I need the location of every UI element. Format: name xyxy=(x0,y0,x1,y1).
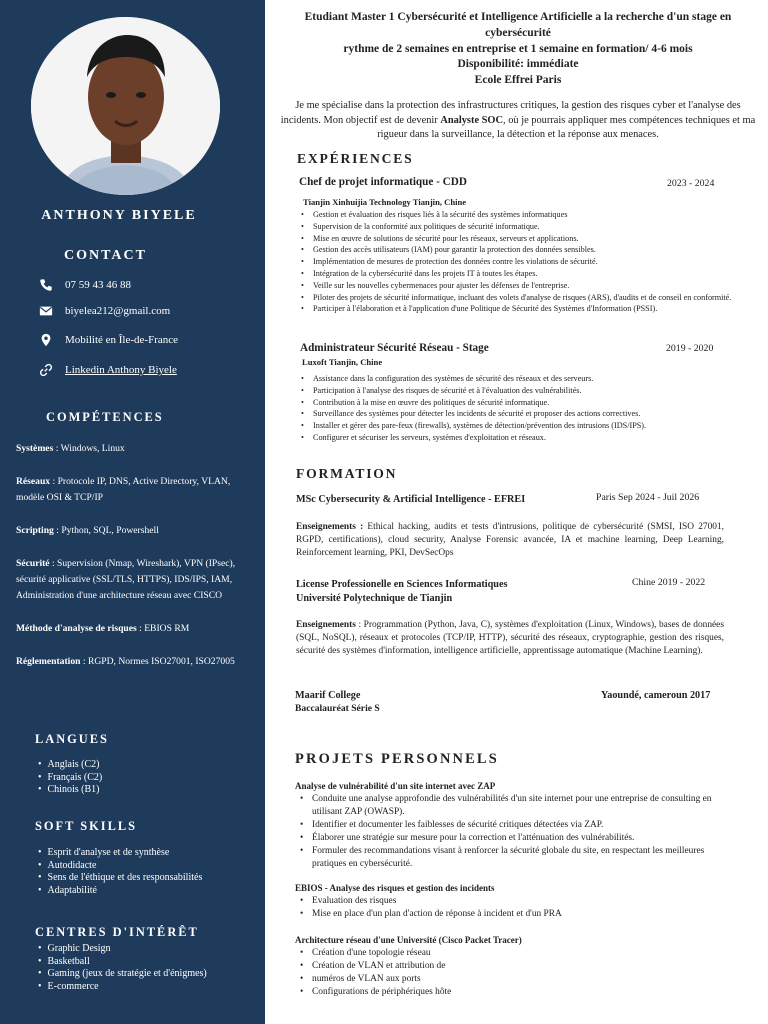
profile-photo-illustration xyxy=(31,17,220,195)
skills-list xyxy=(16,441,256,687)
job-bullets xyxy=(301,209,739,315)
education-courses xyxy=(296,619,724,657)
phone-icon xyxy=(38,277,54,293)
job-bullet: • Implémentation de mesures de protection des données contre les violations de sécurité. xyxy=(301,256,739,268)
profile-summary xyxy=(279,99,757,143)
job-company: Tianjin Xinhuijia Technology Tianjin, Chine xyxy=(303,197,467,207)
experience-heading: EXPÉRIENCES xyxy=(297,151,414,166)
skill-item xyxy=(16,556,256,604)
languages-list xyxy=(38,759,102,797)
skill-item xyxy=(16,654,256,670)
header-school: Ecole Effrei Paris xyxy=(474,74,562,87)
skill-value: : Windows, Linux xyxy=(53,443,125,454)
project-bullet: • Élaborer une stratégie sur mesure pour la correction et l'atténuation des vulnérabilités. xyxy=(295,832,725,845)
education-diploma: Baccalauréat Série S xyxy=(295,703,380,714)
interest-item: • Basketball xyxy=(38,956,207,969)
skill-label: Méthode d'analyse de risques xyxy=(16,623,137,634)
header-availability: Disponibilité: immédiate xyxy=(457,58,579,71)
soft-skill-item: • Esprit d'analyse et de synthèse xyxy=(38,847,202,860)
job-bullet: • Gestion des accès utilisateurs (IAM) pour garantir la protection des données sensibles. xyxy=(301,244,739,256)
job-bullet: • Gestion et évaluation des risques liés à la sécurité des systèmes informatiques xyxy=(301,209,739,221)
linkedin-link[interactable]: Linkedin Anthony Biyele xyxy=(65,364,177,376)
contact-email xyxy=(38,303,170,319)
projects-heading: PROJETS PERSONNELS xyxy=(295,751,499,767)
skill-label: Systèmes xyxy=(16,443,54,454)
project-bullet: • Configurations de périphériques hôte xyxy=(295,986,725,999)
sidebar xyxy=(0,0,265,1024)
project-bullet: • Création d'une topologie réseau xyxy=(295,947,725,960)
main-content xyxy=(265,0,768,1024)
job-bullet: • Piloter des projets de sécurité informatique, incluant des volets d'analyse de risques (ARS), d'audits et de conseil en conformité. xyxy=(301,292,739,304)
skill-label: Réglementation xyxy=(16,656,81,667)
courses-label: Enseignements xyxy=(296,620,356,630)
soft-skills-heading: SOFT SKILLS xyxy=(35,819,138,833)
job-bullet: • Supervision de la conformité aux politiques de sécurité informatique. xyxy=(301,221,739,233)
interest-item: • Graphic Design xyxy=(38,943,207,956)
summary-text: Je me spécialise dans la protection des infrastructures critiques, la gestion des risques cyber et l'analyse des incidents. Mon objectif est de devenir xyxy=(280,100,741,126)
project-bullet: • Evaluation des risques xyxy=(295,895,725,908)
language-item: • Anglais (C2) xyxy=(38,759,102,772)
contact-location xyxy=(38,332,178,348)
skill-item xyxy=(16,523,256,539)
project-bullet: • Mise en place d'un plan d'action de réponse à incident et d'un PRA xyxy=(295,908,725,921)
education-dates: Yaoundé, cameroun 2017 xyxy=(601,690,711,701)
summary-highlight: Analyste SOC xyxy=(440,114,504,126)
job-bullet: • Participation à l'analyse des risques de sécurité et à l'évaluation des vulnérabilités. xyxy=(301,385,714,397)
interests-list xyxy=(38,943,207,993)
project-bullet: • numéros de VLAN aux ports xyxy=(295,973,725,986)
link-icon xyxy=(38,362,54,378)
courses-text: Ethical hacking, audits et tests d'intrusions, politique de cybersécurité (SMSI, ISO 27001, RGPD, certifications), cloud security, Analyse Forensic avancée, IA et machine learning, Deep Learning, Reinforcement learning, PKI, DevSecOps xyxy=(296,522,724,558)
courses-label: Enseignements : xyxy=(296,522,364,532)
education-dates: Chine 2019 - 2022 xyxy=(632,577,706,588)
job-company: Luxoft Tianjin, Chine xyxy=(302,357,383,367)
interests-heading: CENTRES D'INTÉRÊT xyxy=(35,925,199,939)
project-bullets xyxy=(295,793,725,871)
header-rhythm: rythme de 2 semaines en entreprise et 1 semaine en formation/ 4-6 mois xyxy=(343,42,693,55)
language-item: • Chinois (B1) xyxy=(38,784,102,797)
soft-skill-item: • Adaptabilité xyxy=(38,885,202,898)
project-bullet: • Formuler des recommandations visant à renforcer la sécurité globale du site, en respectant les meilleures pratiques en cybersécurité. xyxy=(295,845,725,871)
skill-value: : Supervision (Nmap, Wireshark), VPN (IPsec), sécurité applicative (SSL/TLS, HTTPS), IDS/IPS, IAM, Administration d'une architecture réseau avec CISCO xyxy=(16,558,236,601)
project-title: Analyse de vulnérabilité d'un site internet avec ZAP xyxy=(295,781,496,791)
job-bullet: • Assistance dans la configuration des systèmes de sécurité des réseaux et des serveurs. xyxy=(301,373,714,385)
header-objective: Etudiant Master 1 Cybersécurité et Intelligence Artificielle a la recherche d'un stage en cybersécurité xyxy=(304,11,732,39)
job-bullet: • Configurer et sécuriser les serveurs, systèmes d'exploitation et réseaux. xyxy=(301,432,714,444)
soft-skills-list xyxy=(38,847,202,897)
skill-item xyxy=(16,441,256,457)
skill-item xyxy=(16,474,256,506)
contact-heading: CONTACT xyxy=(64,248,147,263)
education-dates: Paris Sep 2024 - Juil 2026 xyxy=(596,492,700,503)
education-title: MSc Cybersecurity & Artificial Intelligence - EFREI xyxy=(296,494,526,505)
soft-skill-item: • Autodidacte xyxy=(38,860,202,873)
phone-text[interactable]: 07 59 43 46 88 xyxy=(65,279,131,291)
job-title: Administrateur Sécurité Réseau - Stage xyxy=(300,342,489,354)
skill-value: : Python, SQL, Powershell xyxy=(53,525,159,536)
cv-header xyxy=(279,10,757,89)
job-dates: 2019 - 2020 xyxy=(666,343,714,354)
job-bullet: • Surveillance des systèmes pour détecter les incidents de sécurité et proposer des actions correctives. xyxy=(301,408,714,420)
job-bullet: • Participer à l'élaboration et à l'application d'une Politique de Sécurité des Systèmes d'Information (PSSI). xyxy=(301,303,739,315)
email-text[interactable]: biyelea212@gmail.com xyxy=(65,305,171,317)
summary-text-end: , où je pourrais appliquer mes compétences techniques et ma rigueur dans la surveillance, la détection et la réponse aux menaces. xyxy=(377,114,756,141)
job-bullet: • Intégration de la cybersécurité dans les projets IT à toutes les étapes. xyxy=(301,268,739,280)
soft-skill-item: • Sens de l'éthique et des responsabilités xyxy=(38,872,202,885)
job-bullet: • Installer et gérer des pare-feux (firewalls), systèmes de détection/prévention des intrusions (IDS/IPS). xyxy=(301,420,714,432)
language-item: • Français (C2) xyxy=(38,772,102,785)
skill-value: : RGPD, Normes ISO27001, ISO27005 xyxy=(80,656,235,667)
job-bullets xyxy=(301,373,714,444)
education-title: Maarif College xyxy=(295,690,361,701)
education-heading: FORMATION xyxy=(296,466,398,481)
job-title: Chef de projet informatique - CDD xyxy=(299,176,467,188)
project-bullets xyxy=(295,895,725,921)
job-bullet: • Veille sur les nouvelles cybermenaces pour ajuster les défenses de l'entreprise. xyxy=(301,280,739,292)
project-bullet: • Identifier et documenter les faiblesses de sécurité critiques détectées via ZAP. xyxy=(295,819,725,832)
project-bullet: • Création de VLAN et attribution de xyxy=(295,960,725,973)
profile-photo xyxy=(31,17,220,195)
contact-linkedin xyxy=(38,362,177,378)
interest-item: • E-commerce xyxy=(38,981,207,994)
job-dates: 2023 - 2024 xyxy=(667,178,715,189)
skill-label: Réseaux xyxy=(16,476,51,487)
mail-icon xyxy=(38,303,54,319)
skill-item xyxy=(16,621,256,637)
job-bullet: • Contribution à la mise en œuvre des politiques de sécurité informatique. xyxy=(301,397,714,409)
candidate-name: ANTHONY BIYELE xyxy=(41,208,197,223)
skills-heading: COMPÉTENCES xyxy=(46,410,164,424)
education-title: License Professionelle en Sciences Informatiques xyxy=(296,579,508,590)
interest-item: • Gaming (jeux de stratégie et d'énigmes) xyxy=(38,968,207,981)
education-courses xyxy=(296,521,724,559)
location-pin-icon xyxy=(38,332,54,348)
skill-label: Sécurité xyxy=(16,558,50,569)
location-text: Mobilité en Île-de-France xyxy=(65,334,179,346)
skill-value: : Protocole IP, DNS, Active Directory, VLAN, modèle OSI & TCP/IP xyxy=(16,476,231,503)
job-bullet: • Mise en œuvre de solutions de sécurité pour les réseaux, serveurs et applications. xyxy=(301,233,739,245)
skill-value: : EBIOS RM xyxy=(136,623,190,634)
contact-phone xyxy=(38,277,131,293)
project-bullet: • Conduite une analyse approfondie des vulnérabilités d'un site internet pour une entreprise de consulting en utilisant ZAP (OWASP). xyxy=(295,793,725,819)
skill-label: Scripting xyxy=(16,525,54,536)
education-school: Université Polytechnique de Tianjin xyxy=(296,593,453,604)
courses-text: : Programmation (Python, Java, C), systèmes d'exploitation (Linux, Windows), bases de données (SQL, NoSQL), réseaux et protocoles (TCP/IP, HTTP), sécurité des réseaux, cryptographie, gestion des risques, sécurité des systèmes d'information, intelligence artificielle, apprentissage automatique (Machine Learning). xyxy=(296,620,724,656)
project-title: Architecture réseau d'une Université (Cisco Packet Tracer) xyxy=(295,935,522,945)
project-bullets xyxy=(295,947,725,999)
languages-heading: LANGUES xyxy=(35,732,109,746)
project-title: EBIOS - Analyse des risques et gestion des incidents xyxy=(295,883,495,893)
